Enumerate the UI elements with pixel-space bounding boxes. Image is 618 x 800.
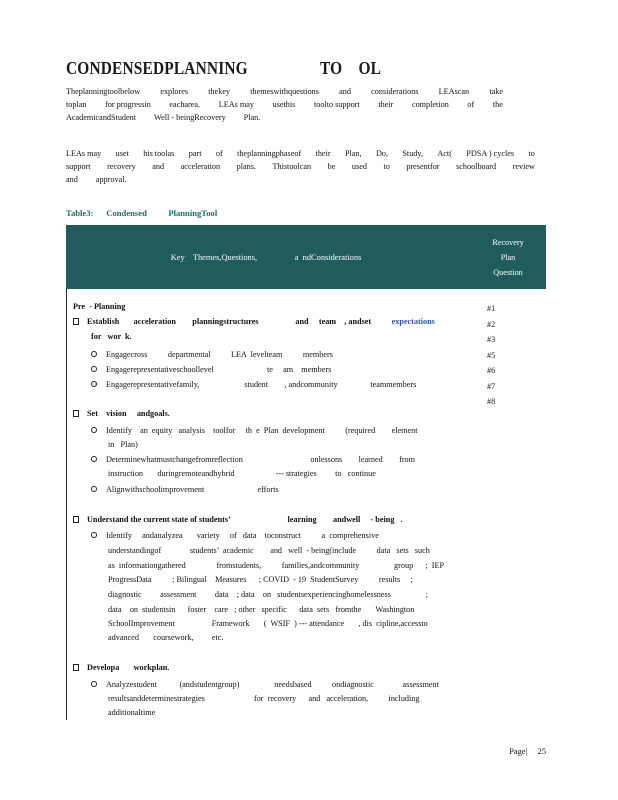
expectations-link[interactable]: expectations	[391, 317, 435, 326]
circle-bullet-icon	[91, 532, 97, 538]
section-establish	[73, 316, 435, 328]
list-item-text: Engagerepresentativefamily, student , andcommunity teammembers	[106, 380, 417, 389]
list-item	[91, 379, 416, 391]
table-body	[66, 289, 547, 720]
section-establish-text: Establish acceleration planningstructures and team , andset	[87, 317, 372, 326]
paragraph-word: to	[383, 162, 390, 171]
header-key-themes: Key Themes,Questions, a ndConsiderations	[170, 252, 362, 262]
list-item	[91, 679, 439, 691]
paragraph-word: acceleration	[180, 162, 221, 171]
circle-bullet-icon	[91, 681, 97, 687]
paragraph-word: plans.	[236, 162, 256, 171]
list-item-continuation: ProgressData ; Bilingual Measures ; COVID - 19 StudentSurvey results ;	[108, 575, 413, 584]
list-item-text: Alignwithschoolimprovement efforts	[106, 485, 279, 494]
list-item-text: Analyzestudent (andstudentgroup) needsbased ondiagnostic assessment	[106, 680, 439, 689]
square-bullet-icon	[73, 516, 79, 523]
list-item	[91, 364, 331, 376]
question-number: #3	[487, 335, 496, 344]
paragraph-line	[66, 111, 503, 124]
paragraph-line	[66, 147, 535, 160]
paragraph-word: Act(	[437, 149, 452, 158]
list-item-continuation: data on studentsin foster care ; other specific data sets fromthe Washington	[108, 605, 415, 614]
paragraph-word: support	[66, 162, 91, 171]
list-item-continuation: SchoolImprovement Framework ( WSIF ) --- attendance , dis cipline,accessto	[108, 619, 428, 628]
list-item-text: Engagerepresentativeschoollevel te am members	[106, 365, 332, 374]
circle-bullet-icon	[91, 351, 97, 357]
question-numbers	[487, 301, 495, 410]
list-item	[91, 454, 415, 466]
paragraph-word: Theplanningtoolbelow	[66, 87, 141, 96]
question-number: #6	[487, 366, 496, 375]
header-recovery-line-1: Recovery	[492, 238, 524, 247]
paragraph-word: LEAs may	[66, 149, 102, 158]
list-item-continuation: resultsanddeterminestrategies for recovery and acceleration, including	[108, 694, 420, 703]
paragraph-word: approval.	[95, 175, 127, 184]
circle-bullet-icon	[91, 381, 97, 387]
paragraph-line	[66, 98, 503, 111]
list-item-continuation: instruction duringremoteandhybrid --- strategies to continue	[108, 469, 376, 478]
paragraph-word: LEAs may	[218, 100, 254, 109]
list-item-text: Identify an equity analysis toolfor th e Plan development (required element	[106, 426, 418, 435]
list-item-text: Determinewhatmustchangefromreflection onlessons learned from	[106, 455, 416, 464]
section-workplan-text: Developa workplan.	[87, 663, 170, 672]
header-recovery-line-3: Question	[493, 268, 523, 277]
paragraph-word: recovery	[107, 162, 136, 171]
paragraph-word: thekey	[208, 87, 231, 96]
section-establish-line2: for wor k.	[91, 332, 132, 341]
header-recovery-line-2: Plan	[500, 253, 516, 262]
paragraph-word: PDSA ) cycles	[466, 149, 515, 158]
list-item-text: Engagecross departmental LEA levelteam members	[106, 350, 333, 359]
paragraph-word: to	[528, 149, 535, 158]
circle-bullet-icon	[91, 366, 97, 372]
square-bullet-icon	[73, 410, 79, 417]
paragraph-word: of	[467, 100, 475, 109]
question-number: #7	[487, 381, 496, 391]
paragraph-word: Plan,	[344, 149, 362, 158]
paragraph-word: Well - beingRecovery	[154, 113, 226, 122]
table-header	[66, 225, 546, 289]
paragraph-word: toplan	[66, 100, 87, 109]
document-title: CONDENSEDPLANNING TO OL	[66, 58, 382, 78]
paragraph-word: take	[489, 87, 503, 96]
page-footer	[509, 747, 546, 756]
paragraph-word: considerations	[371, 87, 419, 96]
paragraph-word: eacharea.	[169, 100, 201, 109]
page-label: Page|	[509, 747, 528, 756]
paragraph-word: toolto support	[313, 100, 360, 109]
list-item	[91, 425, 418, 437]
paragraph-line	[66, 85, 503, 98]
paragraph-word: and	[152, 162, 165, 171]
paragraph-word: Study,	[402, 149, 423, 158]
preplanning-heading: Pre - Planning	[73, 302, 126, 311]
paragraph-word: LEAscan	[438, 87, 470, 96]
list-item	[91, 484, 279, 496]
paragraph-word: explores	[160, 87, 189, 96]
paragraph-line	[66, 160, 535, 173]
paragraph-word: completion	[411, 100, 449, 109]
paragraph-word: themeswithquestions	[250, 87, 319, 96]
list-item-continuation: understandingof students’ academic and well - being(include data sets such	[108, 546, 430, 555]
section-understand	[73, 514, 403, 526]
list-item	[91, 530, 379, 542]
paragraph-word: Thistoolcan	[272, 162, 312, 171]
paragraph-word: Plan.	[243, 113, 261, 122]
paragraph-word: his toolas	[143, 149, 175, 158]
header-recovery-plan-question	[470, 235, 546, 280]
paragraph-word: theplanningphaseof	[237, 149, 302, 158]
question-number: #1	[487, 304, 496, 313]
list-item	[91, 349, 333, 361]
paragraph-line	[66, 173, 535, 186]
paragraph-word: part	[188, 149, 202, 158]
paragraph-word: of	[215, 149, 223, 158]
paragraph-word: AcademicandStudent	[66, 113, 137, 122]
list-item-continuation: in Plan)	[108, 440, 138, 449]
section-vision-text: Set vision andgoals.	[87, 409, 170, 418]
paragraph-word: the	[492, 100, 503, 109]
paragraph-word: presentfor	[406, 162, 440, 171]
circle-bullet-icon	[91, 427, 97, 433]
section-workplan	[73, 662, 169, 674]
section-vision	[73, 408, 170, 420]
pdsa-paragraph	[66, 147, 535, 186]
list-item-continuation: advanced coursework, etc.	[108, 633, 224, 642]
table-caption: Table3: Condensed PlanningTool	[66, 208, 218, 218]
circle-bullet-icon	[91, 486, 97, 492]
paragraph-word: uset	[115, 149, 129, 158]
paragraph-word: usethis	[272, 100, 296, 109]
paragraph-word: used	[351, 162, 367, 171]
paragraph-word: their	[378, 100, 394, 109]
question-number: #5	[487, 350, 496, 360]
paragraph-word: and	[339, 87, 351, 96]
paragraph-word: be	[327, 162, 336, 171]
page-number: 25	[537, 747, 546, 756]
list-item-text: Identify andanalyzea variety of data toconstruct a comprehensive	[106, 531, 379, 540]
square-bullet-icon	[73, 318, 79, 325]
paragraph-word: and	[66, 175, 78, 184]
paragraph-word: review	[512, 162, 535, 171]
paragraph-word: Do,	[375, 149, 388, 158]
question-number: #2	[487, 319, 496, 329]
paragraph-word: for progressin	[105, 100, 151, 109]
question-number: #8	[487, 397, 496, 406]
circle-bullet-icon	[91, 456, 97, 462]
section-understand-text: Understand the current state of students’ learning andwell - being .	[87, 515, 403, 524]
paragraph-word: their	[315, 149, 331, 158]
list-item-continuation: diagnostic assessment data ; data on studentsexperiencinghomelessness ;	[108, 590, 428, 599]
list-item-continuation: additionaltime	[108, 708, 156, 717]
list-item-continuation: as informationgathered fromstudents, families,andcommunity group ; IEP	[108, 561, 445, 570]
square-bullet-icon	[73, 664, 79, 671]
paragraph-word: schoolboard	[456, 162, 497, 171]
intro-paragraph	[66, 85, 503, 124]
